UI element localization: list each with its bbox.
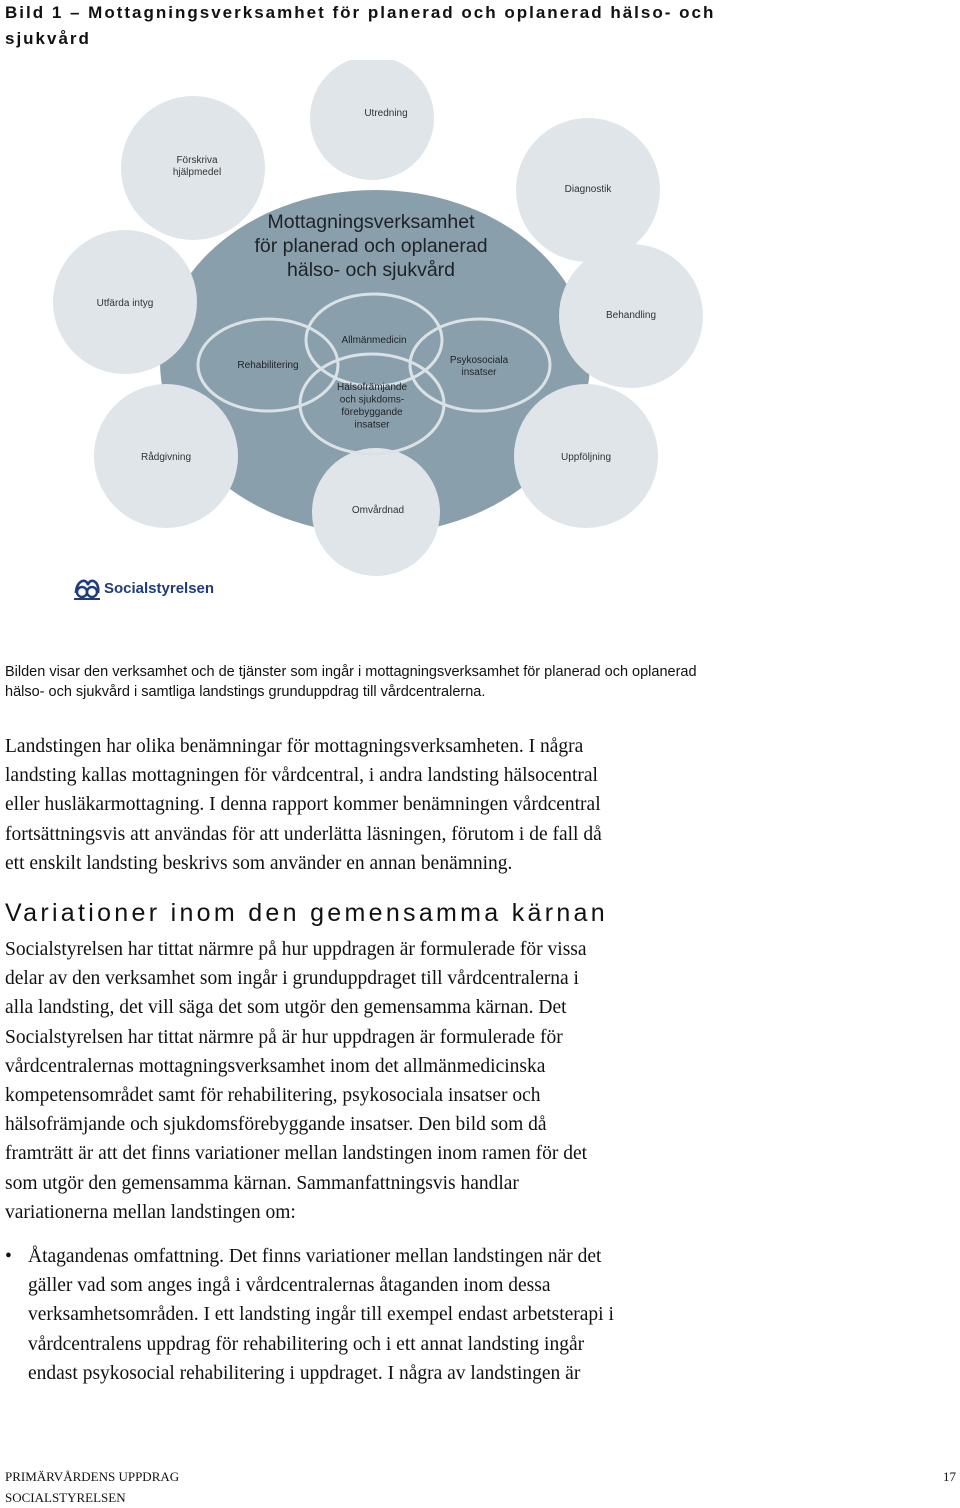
p2-line: som utgör den gemensamma kärnan. Sammanfattningsvis handlar [5,1172,519,1194]
socialstyrelsen-logo [72,574,214,602]
p1-line: Landstingen har olika benämningar för mottagningsverksamheten. I några [5,736,584,757]
bullet-line: endast psykosocial rehabilitering i uppdraget. I några av landstingen är [28,1362,581,1384]
intro-line-2: hälso- och sjukvård i samtliga landstings grunduppdrag till vårdcentralerna. [5,684,486,700]
socialstyrelsen-emblem-icon [72,575,102,601]
footer-title: PRIMÄRVÅRDENS UPPDRAG [5,1469,180,1484]
p2-line: variationerna mellan landstingen om: [5,1201,296,1223]
figure-caption [5,0,945,52]
section-heading: Variationer inom den gemensamma kärnan [5,899,608,927]
p2-line: alla landsting, det vill säga det som utgör den gemensamma kärnan. Det [5,997,567,1019]
p2-line: Socialstyrelsen har tittat närmre på är hur uppdragen är formulerade för [5,1026,563,1048]
p2-line: vårdcentralernas mottagningsverksamhet inom det allmänmedicinska [5,1055,546,1077]
p1-line: fortsättningsvis att användas för att underlätta läsningen, förutom i de fall då [5,823,602,845]
p1-line: ett enskilt landsting beskrivs som använder en annan benämning. [5,852,513,874]
p1-line: eller husläkarmottagning. I denna rapport kommer benämningen vårdcentral [5,794,601,816]
figure-caption-line-1: Bild 1 – Mottagningsverksamhet för planerad och oplanerad hälso- och [5,3,716,22]
label-diagnostik: Diagnostik [564,184,612,195]
label-forskriva: Förskriva hjälpmedel [172,155,222,178]
p2-line: kompetensområdet samt för rehabilitering, psykosociala insatser och [5,1085,541,1107]
label-behandling: Behandling [605,310,657,321]
paragraph-variationer [5,935,955,1227]
p2-line: framträtt är att det finns variationer mellan landstingen inom ramen för det [5,1143,588,1165]
logo-text: Socialstyrelsen [104,579,215,597]
label-halsoframjande: Hälsofrämjande och sjukdoms-förebyggande insatser [336,382,408,431]
bullet-line: verksamhetsområden. I ett landsting ingår till exempel endast arbetsterapi i [28,1304,614,1326]
label-radgivning: Rådgivning [140,452,192,463]
figure-caption-line-2: sjukvård [5,29,91,48]
p2-line: hälsofrämjande och sjukdomsförebyggande insatser. Den bild som då [5,1114,547,1136]
label-uppfoljning: Uppföljning [560,452,612,463]
paragraph-benamningar [5,732,955,878]
p2-line: delar av den verksamhet som ingår i grunduppdraget till vårdcentralerna i [5,968,579,990]
bullet-line: Åtagandenas omfattning. Det finns variationer mellan landstingen när det [28,1246,602,1267]
p2-line: Socialstyrelsen har tittat närmre på hur uppdragen är formulerade för vissa [5,939,587,960]
intro-paragraph [5,662,935,702]
bullet-list [5,1242,955,1388]
bullet-line: vårdcentralens uppdrag för rehabilitering och i ett annat landsting ingår [28,1333,585,1355]
page-footer [5,1466,179,1508]
list-item [5,1242,955,1388]
service-diagram [0,60,960,620]
page-number: 17 [943,1469,956,1484]
intro-line-1: Bilden visar den verksamhet och de tjänster som ingår i mottagningsverksamhet för planerad och oplanerad [5,664,697,680]
bullet-line: gäller vad som anges ingå i vårdcentralernas åtaganden inom dessa [28,1275,551,1297]
footer-publisher: SOCIALSTYRELSEN [5,1490,126,1505]
label-psykosociala: Psykosociala insatser [449,355,509,378]
label-allmanmedicin: Allmänmedicin [341,335,407,346]
p1-line: landsting kallas mottagningen för vårdcentral, i andra landsting hälsocentral [5,765,598,787]
outer-circle-utredning [310,60,434,180]
label-utfarda: Utfärda intyg [96,298,154,309]
label-utredning: Utredning [364,108,408,119]
label-rehabilitering: Rehabilitering [237,360,299,371]
bullet-dot: • [5,1246,12,1267]
label-omvardnad: Omvårdnad [351,505,405,516]
center-title: Mottagningsverksamhet för planerad och oplanerad hälso- och sjukvård [254,211,488,281]
